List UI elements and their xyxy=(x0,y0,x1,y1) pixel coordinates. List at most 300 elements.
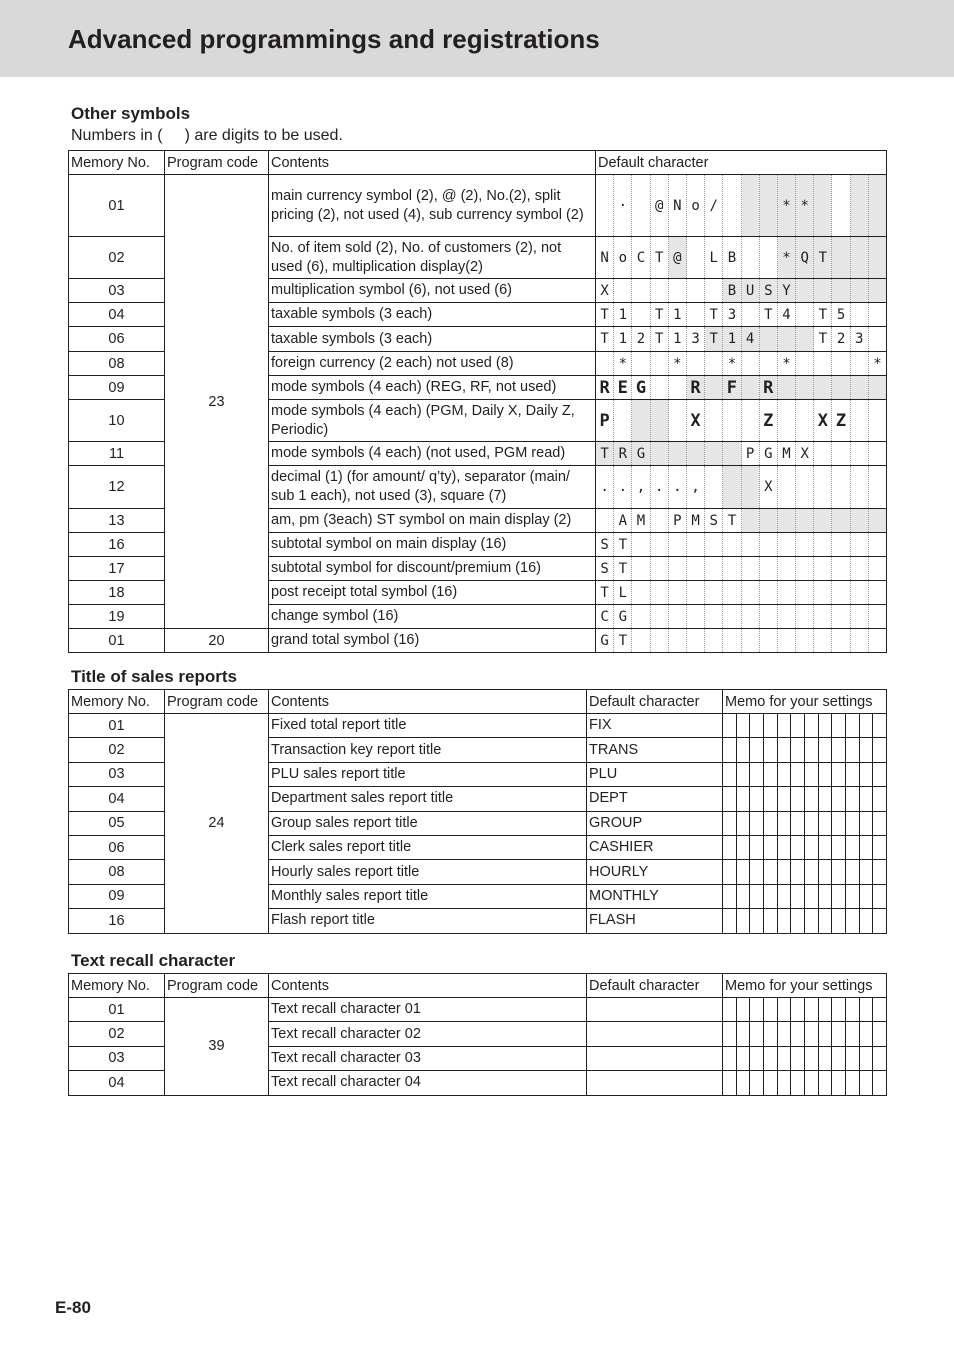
memory-no-cell: 12 xyxy=(69,466,165,509)
memo-settings-cell[interactable] xyxy=(723,860,887,884)
character-cell xyxy=(796,400,814,441)
character-cell xyxy=(687,279,705,302)
memo-box xyxy=(737,860,751,883)
memo-box xyxy=(750,787,764,810)
character-cell xyxy=(742,509,760,532)
memo-box xyxy=(832,1022,846,1045)
character-cell xyxy=(796,581,814,604)
character-cell: G xyxy=(632,442,650,465)
memo-box xyxy=(819,860,833,883)
character-cell: B xyxy=(723,237,741,278)
header-memory-no: Memory No. xyxy=(69,690,165,714)
memo-box xyxy=(805,714,819,737)
character-cell: P xyxy=(596,400,614,441)
header-program-code: Program code xyxy=(165,690,269,714)
character-cell xyxy=(869,629,886,652)
character-cell xyxy=(778,581,796,604)
character-cell: 1 xyxy=(614,327,632,351)
character-cell xyxy=(869,533,886,556)
contents-cell: No. of item sold (2), No. of customers (2), not used (6), multiplication display(2) xyxy=(269,237,596,279)
memo-box xyxy=(860,1047,874,1070)
memo-box xyxy=(764,885,778,908)
contents-cell: change symbol (16) xyxy=(269,605,596,629)
character-grid xyxy=(596,175,886,236)
memory-no-cell: 18 xyxy=(69,581,165,605)
memo-box xyxy=(846,909,860,932)
character-cell xyxy=(723,442,741,465)
memory-no-cell: 06 xyxy=(69,835,165,859)
memo-settings-cell[interactable] xyxy=(723,835,887,859)
character-cell: S xyxy=(705,509,723,532)
character-cell: 1 xyxy=(669,327,687,351)
table-row xyxy=(69,175,887,237)
character-cell xyxy=(869,557,886,580)
character-cell xyxy=(687,557,705,580)
memo-box xyxy=(846,860,860,883)
memo-box xyxy=(750,812,764,835)
contents-cell: Transaction key report title xyxy=(269,738,587,762)
memo-box xyxy=(846,1071,860,1094)
contents-cell: Hourly sales report title xyxy=(269,860,587,884)
character-cell: 1 xyxy=(723,327,741,351)
default-character-cell xyxy=(587,998,723,1022)
contents-cell: subtotal symbol on main display (16) xyxy=(269,533,596,557)
memo-box xyxy=(737,1047,751,1070)
memo-box xyxy=(873,1022,886,1045)
memo-settings-cell[interactable] xyxy=(723,787,887,811)
character-cell xyxy=(814,376,832,399)
memo-settings-cell[interactable] xyxy=(723,1046,887,1070)
contents-cell: subtotal symbol for discount/premium (16) xyxy=(269,557,596,581)
memo-box xyxy=(750,909,764,932)
character-cell xyxy=(742,533,760,556)
character-cell xyxy=(742,557,760,580)
character-cell: T xyxy=(705,303,723,326)
character-cell: T xyxy=(614,629,632,652)
character-cell xyxy=(760,533,778,556)
character-cell xyxy=(651,533,669,556)
character-cell xyxy=(814,557,832,580)
character-grid xyxy=(596,237,886,278)
memo-settings-cell[interactable] xyxy=(723,884,887,908)
memo-box xyxy=(860,909,874,932)
memo-box xyxy=(805,909,819,932)
memo-settings-cell[interactable] xyxy=(723,714,887,738)
character-cell xyxy=(778,466,796,508)
character-cell: * xyxy=(778,352,796,375)
other-symbols-table xyxy=(68,150,887,653)
character-cell xyxy=(651,442,669,465)
table-row xyxy=(69,629,887,653)
character-cell: S xyxy=(596,557,614,580)
character-cell xyxy=(669,533,687,556)
contents-cell: taxable symbols (3 each) xyxy=(269,303,596,327)
character-cell xyxy=(851,557,869,580)
character-cell xyxy=(705,466,723,508)
character-cell xyxy=(705,557,723,580)
character-cell: 3 xyxy=(723,303,741,326)
character-cell xyxy=(832,533,850,556)
default-character-cell: GROUP xyxy=(587,811,723,835)
memo-box xyxy=(832,714,846,737)
table-header-row xyxy=(69,151,887,175)
default-character-cell xyxy=(596,303,887,327)
memo-box xyxy=(723,1047,737,1070)
memo-box xyxy=(860,885,874,908)
default-character-cell: FIX xyxy=(587,714,723,738)
character-grid xyxy=(596,581,886,604)
character-cell xyxy=(796,605,814,628)
character-cell xyxy=(832,605,850,628)
character-cell xyxy=(814,533,832,556)
character-cell: C xyxy=(596,605,614,628)
memo-box xyxy=(791,763,805,786)
memory-no-cell: 03 xyxy=(69,1046,165,1070)
memo-settings-cell[interactable] xyxy=(723,1022,887,1046)
character-grid xyxy=(596,605,886,628)
memo-box xyxy=(764,860,778,883)
character-cell: T xyxy=(705,327,723,351)
memory-no-cell: 04 xyxy=(69,303,165,327)
character-cell xyxy=(760,509,778,532)
sales-reports-title: Title of sales reports xyxy=(71,667,237,686)
memo-box xyxy=(750,763,764,786)
memo-box xyxy=(764,1047,778,1070)
memory-no-cell: 09 xyxy=(69,376,165,400)
character-cell xyxy=(651,400,669,441)
character-cell xyxy=(723,605,741,628)
default-character-cell xyxy=(596,279,887,303)
memo-box xyxy=(819,1071,833,1094)
character-grid xyxy=(596,629,886,652)
memo-settings-cell[interactable] xyxy=(723,909,887,933)
default-character-cell xyxy=(596,509,887,533)
memo-box xyxy=(737,787,751,810)
contents-cell: post receipt total symbol (16) xyxy=(269,581,596,605)
character-cell xyxy=(705,352,723,375)
memo-box xyxy=(860,1022,874,1045)
character-cell: * xyxy=(723,352,741,375)
memo-box xyxy=(778,836,792,859)
memo-box xyxy=(778,1022,792,1045)
default-character-cell xyxy=(596,605,887,629)
character-cell xyxy=(760,557,778,580)
character-cell xyxy=(869,376,886,399)
memo-box xyxy=(791,1071,805,1094)
memo-box xyxy=(805,998,819,1021)
memo-box xyxy=(873,812,886,835)
memo-box xyxy=(791,909,805,932)
character-cell xyxy=(760,352,778,375)
memo-box xyxy=(819,714,833,737)
memo-box xyxy=(860,998,874,1021)
header-memory-no: Memory No. xyxy=(69,974,165,998)
header-default-character: Default character xyxy=(587,974,723,998)
character-cell xyxy=(778,509,796,532)
character-cell xyxy=(760,629,778,652)
memo-box xyxy=(805,787,819,810)
memo-box xyxy=(723,738,737,761)
character-grid xyxy=(596,466,886,508)
memo-box xyxy=(737,763,751,786)
character-cell xyxy=(596,352,614,375)
memo-box xyxy=(764,836,778,859)
memo-box xyxy=(860,738,874,761)
character-cell xyxy=(651,605,669,628)
memo-box xyxy=(764,763,778,786)
character-cell xyxy=(614,279,632,302)
character-cell xyxy=(723,175,741,236)
memo-boxes xyxy=(723,787,886,810)
memo-box xyxy=(860,714,874,737)
memo-box xyxy=(805,836,819,859)
character-cell xyxy=(869,279,886,302)
character-cell xyxy=(814,466,832,508)
memo-box xyxy=(778,885,792,908)
contents-cell: mode symbols (4 each) (PGM, Daily X, Daily Z, Periodic) xyxy=(269,400,596,442)
character-cell: P xyxy=(669,509,687,532)
table-row xyxy=(69,714,887,738)
character-cell: T xyxy=(723,509,741,532)
character-cell xyxy=(851,400,869,441)
character-cell xyxy=(778,400,796,441)
memo-box xyxy=(723,860,737,883)
character-cell xyxy=(632,605,650,628)
character-cell xyxy=(742,581,760,604)
character-cell xyxy=(814,581,832,604)
memo-box xyxy=(832,836,846,859)
character-cell xyxy=(869,605,886,628)
program-code-cell: 20 xyxy=(165,629,269,653)
memory-no-cell: 16 xyxy=(69,533,165,557)
character-grid xyxy=(596,509,886,532)
character-cell: G xyxy=(596,629,614,652)
character-cell xyxy=(778,327,796,351)
program-code-cell: 24 xyxy=(165,714,269,934)
contents-cell: Department sales report title xyxy=(269,787,587,811)
character-cell xyxy=(669,557,687,580)
character-cell xyxy=(869,303,886,326)
character-cell xyxy=(796,533,814,556)
character-cell xyxy=(814,352,832,375)
memo-box xyxy=(832,738,846,761)
memory-no-cell: 01 xyxy=(69,629,165,653)
character-cell xyxy=(796,352,814,375)
character-cell xyxy=(723,400,741,441)
memo-box xyxy=(860,836,874,859)
character-cell: T xyxy=(614,533,632,556)
memo-settings-cell[interactable] xyxy=(723,738,887,762)
character-cell xyxy=(723,533,741,556)
memo-settings-cell[interactable] xyxy=(723,998,887,1022)
header-program-code: Program code xyxy=(165,151,269,175)
character-cell xyxy=(687,442,705,465)
memo-box xyxy=(860,1071,874,1094)
contents-cell: PLU sales report title xyxy=(269,762,587,786)
character-cell: o xyxy=(614,237,632,278)
character-cell xyxy=(687,581,705,604)
contents-cell: decimal (1) (for amount/ q’ty), separator (main/ sub 1 each), not used (3), square (7) xyxy=(269,466,596,509)
default-character-cell xyxy=(596,466,887,509)
character-cell xyxy=(760,605,778,628)
character-cell: T xyxy=(651,237,669,278)
contents-cell: Text recall character 02 xyxy=(269,1022,587,1046)
memo-box xyxy=(737,714,751,737)
character-cell: 4 xyxy=(778,303,796,326)
default-character-cell xyxy=(596,533,887,557)
character-cell xyxy=(742,629,760,652)
memo-boxes xyxy=(723,1071,886,1094)
memo-box xyxy=(860,812,874,835)
character-cell xyxy=(832,442,850,465)
character-cell xyxy=(796,466,814,508)
character-grid xyxy=(596,400,886,441)
memo-box xyxy=(873,787,886,810)
character-cell xyxy=(614,400,632,441)
character-cell: 1 xyxy=(614,303,632,326)
contents-cell: grand total symbol (16) xyxy=(269,629,596,653)
memo-box xyxy=(805,1022,819,1045)
memo-box xyxy=(805,1047,819,1070)
memo-box xyxy=(819,787,833,810)
memo-box xyxy=(860,763,874,786)
character-cell: @ xyxy=(669,237,687,278)
character-cell xyxy=(851,279,869,302)
character-cell xyxy=(814,442,832,465)
memo-box xyxy=(819,763,833,786)
character-cell: E xyxy=(614,376,632,399)
character-grid xyxy=(596,376,886,399)
memo-box xyxy=(778,714,792,737)
memo-box xyxy=(873,836,886,859)
character-cell xyxy=(796,279,814,302)
character-cell xyxy=(596,175,614,236)
contents-cell: Text recall character 04 xyxy=(269,1071,587,1095)
character-cell xyxy=(651,352,669,375)
character-cell xyxy=(723,581,741,604)
memo-box xyxy=(764,714,778,737)
memo-settings-cell[interactable] xyxy=(723,1071,887,1095)
default-character-cell xyxy=(596,629,887,653)
memo-boxes xyxy=(723,836,886,859)
memo-box xyxy=(846,998,860,1021)
default-character-cell xyxy=(596,352,887,376)
character-cell xyxy=(651,279,669,302)
character-cell: Q xyxy=(796,237,814,278)
character-cell: T xyxy=(814,327,832,351)
character-cell: 1 xyxy=(669,303,687,326)
character-cell: 5 xyxy=(832,303,850,326)
memo-box xyxy=(764,787,778,810)
memo-settings-cell[interactable] xyxy=(723,762,887,786)
character-cell: X xyxy=(760,466,778,508)
character-cell xyxy=(760,581,778,604)
default-character-cell: DEPT xyxy=(587,787,723,811)
character-cell: L xyxy=(705,237,723,278)
memo-box xyxy=(750,836,764,859)
memo-box xyxy=(723,1071,737,1094)
memo-boxes xyxy=(723,812,886,835)
memo-box xyxy=(764,998,778,1021)
memo-box xyxy=(846,738,860,761)
character-cell xyxy=(778,605,796,628)
contents-cell: am, pm (3each) ST symbol on main display (2) xyxy=(269,509,596,533)
memo-box xyxy=(778,998,792,1021)
character-cell xyxy=(742,303,760,326)
character-cell xyxy=(869,400,886,441)
character-cell: X xyxy=(814,400,832,441)
contents-cell: Flash report title xyxy=(269,909,587,933)
character-cell xyxy=(651,557,669,580)
character-cell xyxy=(832,581,850,604)
default-character-cell: PLU xyxy=(587,762,723,786)
character-cell xyxy=(687,303,705,326)
character-cell xyxy=(632,303,650,326)
memo-box xyxy=(873,998,886,1021)
character-cell xyxy=(632,400,650,441)
contents-cell: Clerk sales report title xyxy=(269,835,587,859)
memory-no-cell: 16 xyxy=(69,909,165,933)
memo-box xyxy=(819,998,833,1021)
memo-box xyxy=(737,998,751,1021)
memo-box xyxy=(764,738,778,761)
memo-box xyxy=(805,738,819,761)
memo-box xyxy=(723,885,737,908)
memo-box xyxy=(819,1022,833,1045)
character-cell xyxy=(760,327,778,351)
character-cell: F xyxy=(723,376,741,399)
note-prefix: Numbers in ( xyxy=(71,127,163,144)
character-cell: . xyxy=(669,466,687,508)
memo-boxes xyxy=(723,860,886,883)
memo-box xyxy=(832,812,846,835)
memo-box xyxy=(846,1047,860,1070)
header-memory-no: Memory No. xyxy=(69,151,165,175)
memo-box xyxy=(805,885,819,908)
character-cell xyxy=(705,279,723,302)
character-cell: T xyxy=(814,237,832,278)
memo-box xyxy=(791,787,805,810)
sales-reports-table xyxy=(68,689,887,934)
memo-box xyxy=(791,738,805,761)
character-cell: B xyxy=(723,279,741,302)
character-grid xyxy=(596,557,886,580)
memo-box xyxy=(805,860,819,883)
character-cell xyxy=(687,352,705,375)
contents-cell: Fixed total report title xyxy=(269,714,587,738)
character-cell xyxy=(832,279,850,302)
contents-cell: mode symbols (4 each) (REG, RF, not used) xyxy=(269,376,596,400)
memory-no-cell: 02 xyxy=(69,1022,165,1046)
memo-box xyxy=(846,885,860,908)
memo-box xyxy=(778,812,792,835)
character-cell xyxy=(778,533,796,556)
header-memo: Memo for your settings xyxy=(723,690,887,714)
character-cell xyxy=(869,327,886,351)
character-cell xyxy=(632,352,650,375)
character-cell xyxy=(869,237,886,278)
character-cell xyxy=(814,175,832,236)
character-cell xyxy=(632,533,650,556)
memo-settings-cell[interactable] xyxy=(723,811,887,835)
character-cell xyxy=(814,279,832,302)
contents-cell: Text recall character 03 xyxy=(269,1046,587,1070)
memo-box xyxy=(860,787,874,810)
memo-box xyxy=(750,998,764,1021)
character-cell: * xyxy=(873,355,882,372)
character-cell xyxy=(669,629,687,652)
memory-no-cell: 03 xyxy=(69,279,165,303)
